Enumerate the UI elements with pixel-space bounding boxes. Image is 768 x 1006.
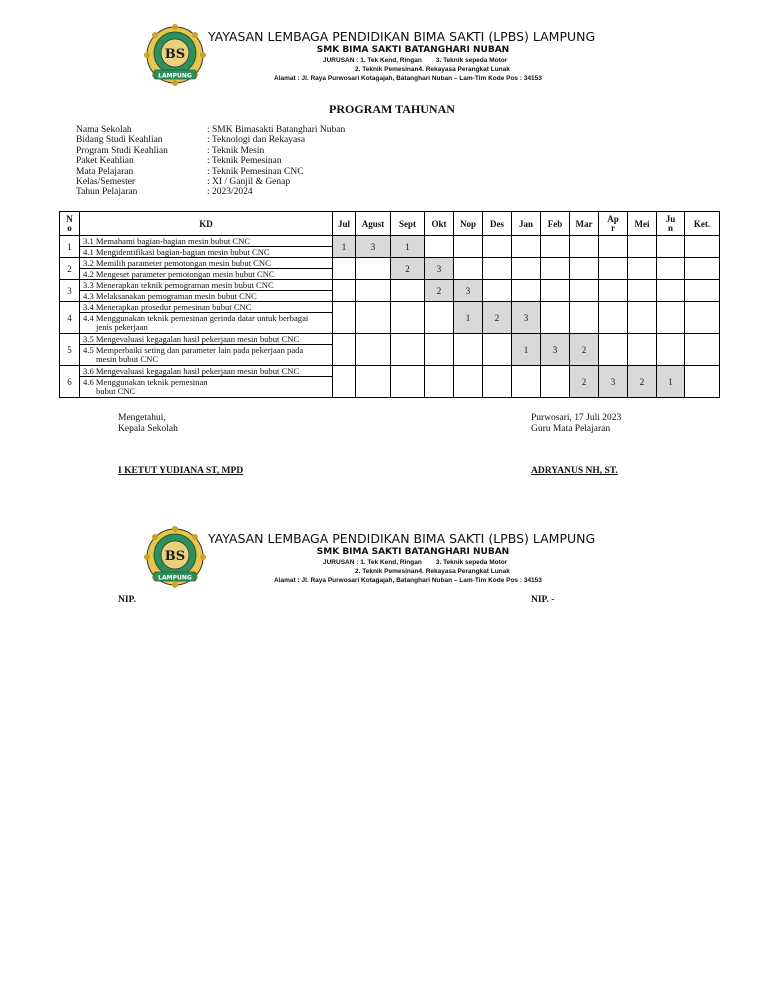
kd-cell xyxy=(80,247,333,258)
month-cell: 3 xyxy=(454,280,483,302)
month-cell xyxy=(356,334,391,366)
header-month: Feb xyxy=(541,212,570,236)
logo-caption: LAMPUNG xyxy=(158,72,192,80)
school-logo-icon xyxy=(144,526,208,588)
kd-cell: 3.6 Mengevaluasi kegagalan hasil pekerjaan mesin bubut CNC xyxy=(80,366,333,377)
month-cell: 3 xyxy=(425,258,454,280)
month-cell xyxy=(454,366,483,398)
month-cell xyxy=(333,280,356,302)
majors-line-2: 2. Teknik Pemesinan4. Rekayasa Perangkat Lunak xyxy=(355,66,510,73)
table-row xyxy=(60,280,720,291)
month-cell xyxy=(356,366,391,398)
kd-text: 4.4 Menggunakan teknik pemesinan gerinda datar untuk berbagai xyxy=(83,312,309,323)
month-cell xyxy=(541,302,570,334)
school-address: Alamat : Jl. Raya Purwosari Kotagajah, Batanghari Nuban – Lam-Tim Kode Pos : 34153 xyxy=(274,577,542,584)
header-month: Ap r xyxy=(599,212,628,236)
month-cell xyxy=(333,258,356,280)
ket-cell xyxy=(685,280,720,302)
kd-text: 4.5 Memperbaiki seting dan parameter lain pada pekerjaan pada xyxy=(83,344,304,355)
kd-text: 4.3 Melaksanakan pemograman mesin bubut CNC xyxy=(83,291,257,301)
table-row xyxy=(60,236,720,247)
month-cell xyxy=(483,366,512,398)
month-cell: 1 xyxy=(454,302,483,334)
school-name: SMK BIMA SAKTI BATANGHARI NUBAN xyxy=(316,547,510,557)
header-month: Sept xyxy=(391,212,425,236)
month-cell xyxy=(425,334,454,366)
right-signature-block: Purwosari, 17 Juli 2023 Guru Mata Pelajaran xyxy=(531,413,622,434)
month-cell xyxy=(512,258,541,280)
month-cell xyxy=(541,258,570,280)
table-row xyxy=(60,334,720,345)
page-title: PROGRAM TAHUNAN xyxy=(329,102,455,116)
month-cell: 2 xyxy=(570,366,599,398)
month-cell xyxy=(657,302,685,334)
kd-text: 4.1 Mengidentifikasi bagian-bagian mesin bubut CNC xyxy=(83,247,270,257)
header-month: Nop xyxy=(454,212,483,236)
logo-text: BS xyxy=(164,549,186,564)
header-month: Mar xyxy=(570,212,599,236)
table-row xyxy=(60,366,720,377)
kd-text: 4.2 Mengeset parameter pemotongan mesin bubut CNC xyxy=(83,269,275,279)
logo-caption: LAMPUNG xyxy=(158,574,192,582)
kd-text-continued: jenis pekerjaan xyxy=(96,322,148,332)
month-cell xyxy=(356,302,391,334)
kd-cell xyxy=(80,313,333,334)
letterhead-top xyxy=(0,24,768,86)
kd-cell xyxy=(80,377,333,398)
majors-line-1: JURUSAN : 1. Tek Kend, Ringan 3. Teknik sepeda Motor xyxy=(323,559,508,566)
kd-cell xyxy=(80,291,333,302)
month-cell: 1 xyxy=(333,236,356,258)
kd-text-continued: mesin bubut CNC xyxy=(96,354,159,364)
kd-cell: 3.4 Menerapkan prosedur pemesinan bubut CNC xyxy=(80,302,333,313)
header-month: Des xyxy=(483,212,512,236)
ket-cell xyxy=(685,236,720,258)
school-name: SMK BIMA SAKTI BATANGHARI NUBAN xyxy=(316,45,510,55)
month-cell xyxy=(599,280,628,302)
month-cell xyxy=(541,280,570,302)
month-cell xyxy=(628,302,657,334)
kd-text-continued: bubut CNC xyxy=(96,386,136,396)
month-cell xyxy=(628,258,657,280)
month-cell xyxy=(483,236,512,258)
table-header-row xyxy=(60,212,720,236)
month-cell: 2 xyxy=(628,366,657,398)
month-cell xyxy=(512,236,541,258)
month-cell xyxy=(541,236,570,258)
month-cell xyxy=(454,258,483,280)
month-cell xyxy=(391,280,425,302)
principal-nip: NIP. xyxy=(118,595,136,605)
month-cell xyxy=(599,302,628,334)
header-month: Ju n xyxy=(657,212,685,236)
month-cell xyxy=(483,334,512,366)
header-ket: Ket. xyxy=(685,212,720,236)
letterhead-bottom xyxy=(0,526,768,588)
month-cell xyxy=(657,334,685,366)
kd-cell: 3.3 Menerapkan teknik pemograman mesin bubut CNC xyxy=(80,280,333,291)
majors-line-2: 2. Teknik Pemesinan4. Rekayasa Perangkat Lunak xyxy=(355,568,510,575)
kd-text: 4.6 Menggunakan teknik pemesinan xyxy=(83,376,208,387)
header-no: N o xyxy=(60,212,80,236)
month-cell: 1 xyxy=(391,236,425,258)
month-cell xyxy=(570,258,599,280)
row-number: 4 xyxy=(60,302,80,334)
month-cell: 1 xyxy=(657,366,685,398)
left-signature-block: Mengetahui, Kepala Sekolah xyxy=(118,413,178,434)
month-cell xyxy=(425,236,454,258)
month-cell xyxy=(391,302,425,334)
kd-cell xyxy=(80,345,333,366)
month-cell xyxy=(356,258,391,280)
month-cell xyxy=(657,258,685,280)
kd-cell: 3.2 Memilih parameter pemotongan mesin bubut CNC xyxy=(80,258,333,269)
month-cell xyxy=(599,334,628,366)
month-cell xyxy=(454,334,483,366)
month-cell xyxy=(570,236,599,258)
month-cell xyxy=(512,366,541,398)
kd-cell: 3.5 Mengevaluasi kegagalan hasil pekerjaan mesin bubut CNC xyxy=(80,334,333,345)
foundation-name: YAYASAN LEMBAGA PENDIDIKAN BIMA SAKTI (LPBS) LAMPUNG xyxy=(208,29,596,44)
ket-cell xyxy=(685,302,720,334)
month-cell xyxy=(483,280,512,302)
row-number: 3 xyxy=(60,280,80,302)
month-cell xyxy=(657,280,685,302)
month-cell xyxy=(628,236,657,258)
month-cell xyxy=(425,302,454,334)
month-cell xyxy=(333,366,356,398)
school-address: Alamat : Jl. Raya Purwosari Kotagajah, Batanghari Nuban – Lam-Tim Kode Pos : 34153 xyxy=(274,75,542,82)
month-cell xyxy=(628,280,657,302)
month-cell: 3 xyxy=(356,236,391,258)
header-month: Jul xyxy=(333,212,356,236)
logo-text: BS xyxy=(164,47,186,62)
month-cell xyxy=(391,334,425,366)
month-cell xyxy=(454,236,483,258)
month-cell xyxy=(483,258,512,280)
ket-cell xyxy=(685,334,720,366)
month-cell: 2 xyxy=(425,280,454,302)
month-cell xyxy=(356,280,391,302)
month-cell xyxy=(599,258,628,280)
table-row xyxy=(60,302,720,313)
ket-cell xyxy=(685,366,720,398)
header-month: Jan xyxy=(512,212,541,236)
month-cell xyxy=(657,236,685,258)
kd-cell xyxy=(80,269,333,280)
month-cell xyxy=(391,366,425,398)
row-number: 5 xyxy=(60,334,80,366)
teacher-name: ADRYANUS NH, ST. xyxy=(531,466,618,476)
month-cell xyxy=(425,366,454,398)
month-cell xyxy=(599,236,628,258)
annual-program-table xyxy=(59,211,720,398)
row-number: 1 xyxy=(60,236,80,258)
month-cell xyxy=(570,280,599,302)
month-cell: 3 xyxy=(541,334,570,366)
month-cell: 2 xyxy=(570,334,599,366)
header-month: Agust xyxy=(356,212,391,236)
month-cell xyxy=(333,334,356,366)
header-month: Okt xyxy=(425,212,454,236)
month-cell: 2 xyxy=(483,302,512,334)
table-row xyxy=(60,258,720,269)
row-number: 6 xyxy=(60,366,80,398)
majors-line-1: JURUSAN : 1. Tek Kend, Ringan 3. Teknik sepeda Motor xyxy=(323,57,508,64)
month-cell xyxy=(541,366,570,398)
header-kd: KD xyxy=(80,212,333,236)
month-cell: 3 xyxy=(599,366,628,398)
kd-cell: 3.1 Memahami bagian-bagian mesin bubut CNC xyxy=(80,236,333,247)
principal-name: I KETUT YUDIANA ST, MPD xyxy=(118,466,244,476)
ket-cell xyxy=(685,258,720,280)
month-cell xyxy=(628,334,657,366)
month-cell xyxy=(570,302,599,334)
month-cell xyxy=(512,280,541,302)
month-cell: 1 xyxy=(512,334,541,366)
school-logo-icon xyxy=(144,24,208,86)
teacher-nip: NIP. - xyxy=(531,595,555,605)
header-month: Mei xyxy=(628,212,657,236)
month-cell: 2 xyxy=(391,258,425,280)
month-cell: 3 xyxy=(512,302,541,334)
row-number: 2 xyxy=(60,258,80,280)
month-cell xyxy=(333,302,356,334)
foundation-name: YAYASAN LEMBAGA PENDIDIKAN BIMA SAKTI (LPBS) LAMPUNG xyxy=(208,531,596,546)
